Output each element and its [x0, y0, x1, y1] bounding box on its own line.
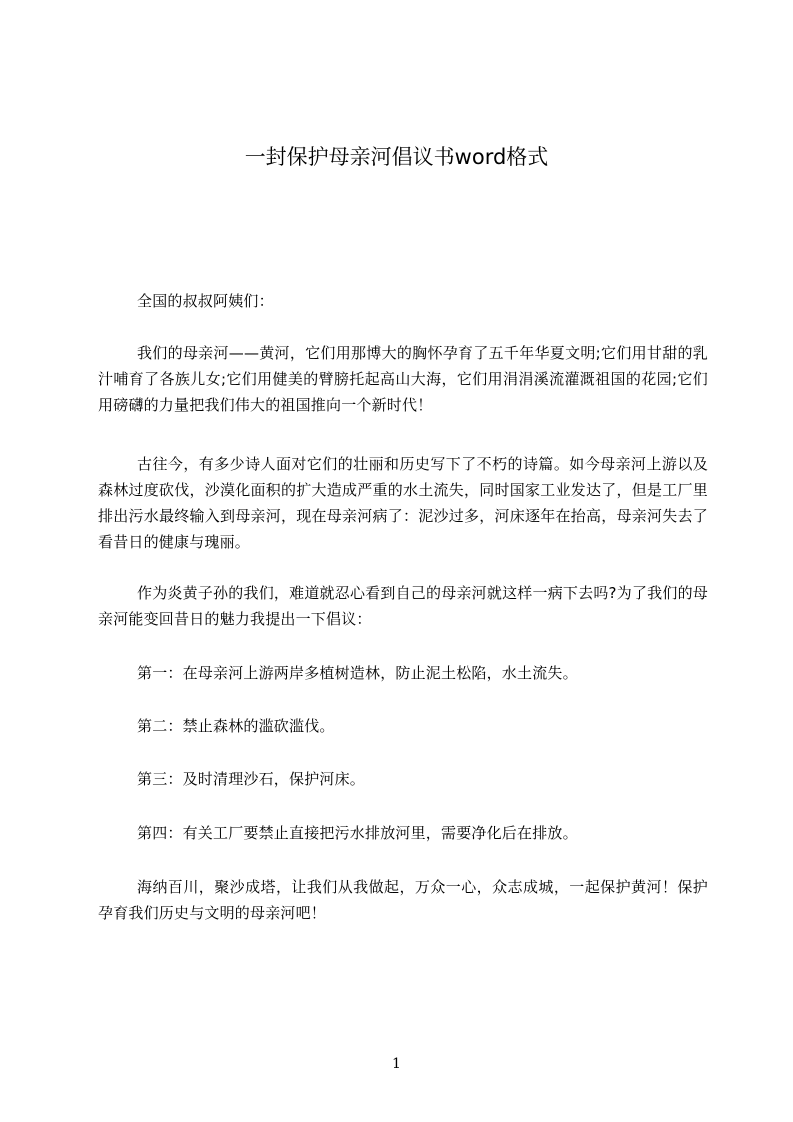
paragraph-appeal: 作为炎黄子孙的我们，难道就忍心看到自己的母亲河就这样一病下去吗?为了我们的母亲河能变回昔日的魅力我提出一下倡议：: [98, 584, 708, 628]
document-title: 一封保护母亲河倡议书word格式: [244, 145, 549, 169]
proposal-item-4: 第四：有关工厂要禁止直接把污水排放河里，需要净化后在排放。: [137, 824, 578, 842]
paragraph-problem: 古往今，有多少诗人面对它们的壮丽和历史写下了不朽的诗篇。如今母亲河上游以及森林过度砍伐，沙漠化面积的扩大造成严重的水土流失，同时国家工业发达了，但是工厂里排出污水最终输入到母亲河，现在母亲河病了：泥沙过多，河床逐年在抬高，母亲河失去了看昔日的健康与瑰丽。: [98, 455, 708, 551]
paragraph-intro: 我们的母亲河——黄河，它们用那博大的胸怀孕育了五千年华夏文明;它们用甘甜的乳汁哺育了各族儿女;它们用健美的臂膀托起高山大海，它们用涓涓溪流灌溉祖国的花园;它们用磅礴的力量把我们伟大的祖国推向一个新时代！: [98, 344, 708, 414]
proposal-item-3: 第三：及时清理沙石，保护河床。: [137, 770, 366, 788]
proposal-item-2: 第二：禁止森林的滥砍滥伐。: [137, 717, 335, 735]
proposal-item-1: 第一：在母亲河上游两岸多植树造林，防止泥土松陷，水土流失。: [137, 664, 578, 682]
paragraph-closing: 海纳百川，聚沙成塔，让我们从我做起，万众一心，众志成城，一起保护黄河！保护孕育我们历史与文明的母亲河吧！: [98, 878, 708, 922]
greeting-line: 全国的叔叔阿姨们：: [137, 292, 274, 310]
page-number: 1: [392, 1056, 401, 1072]
